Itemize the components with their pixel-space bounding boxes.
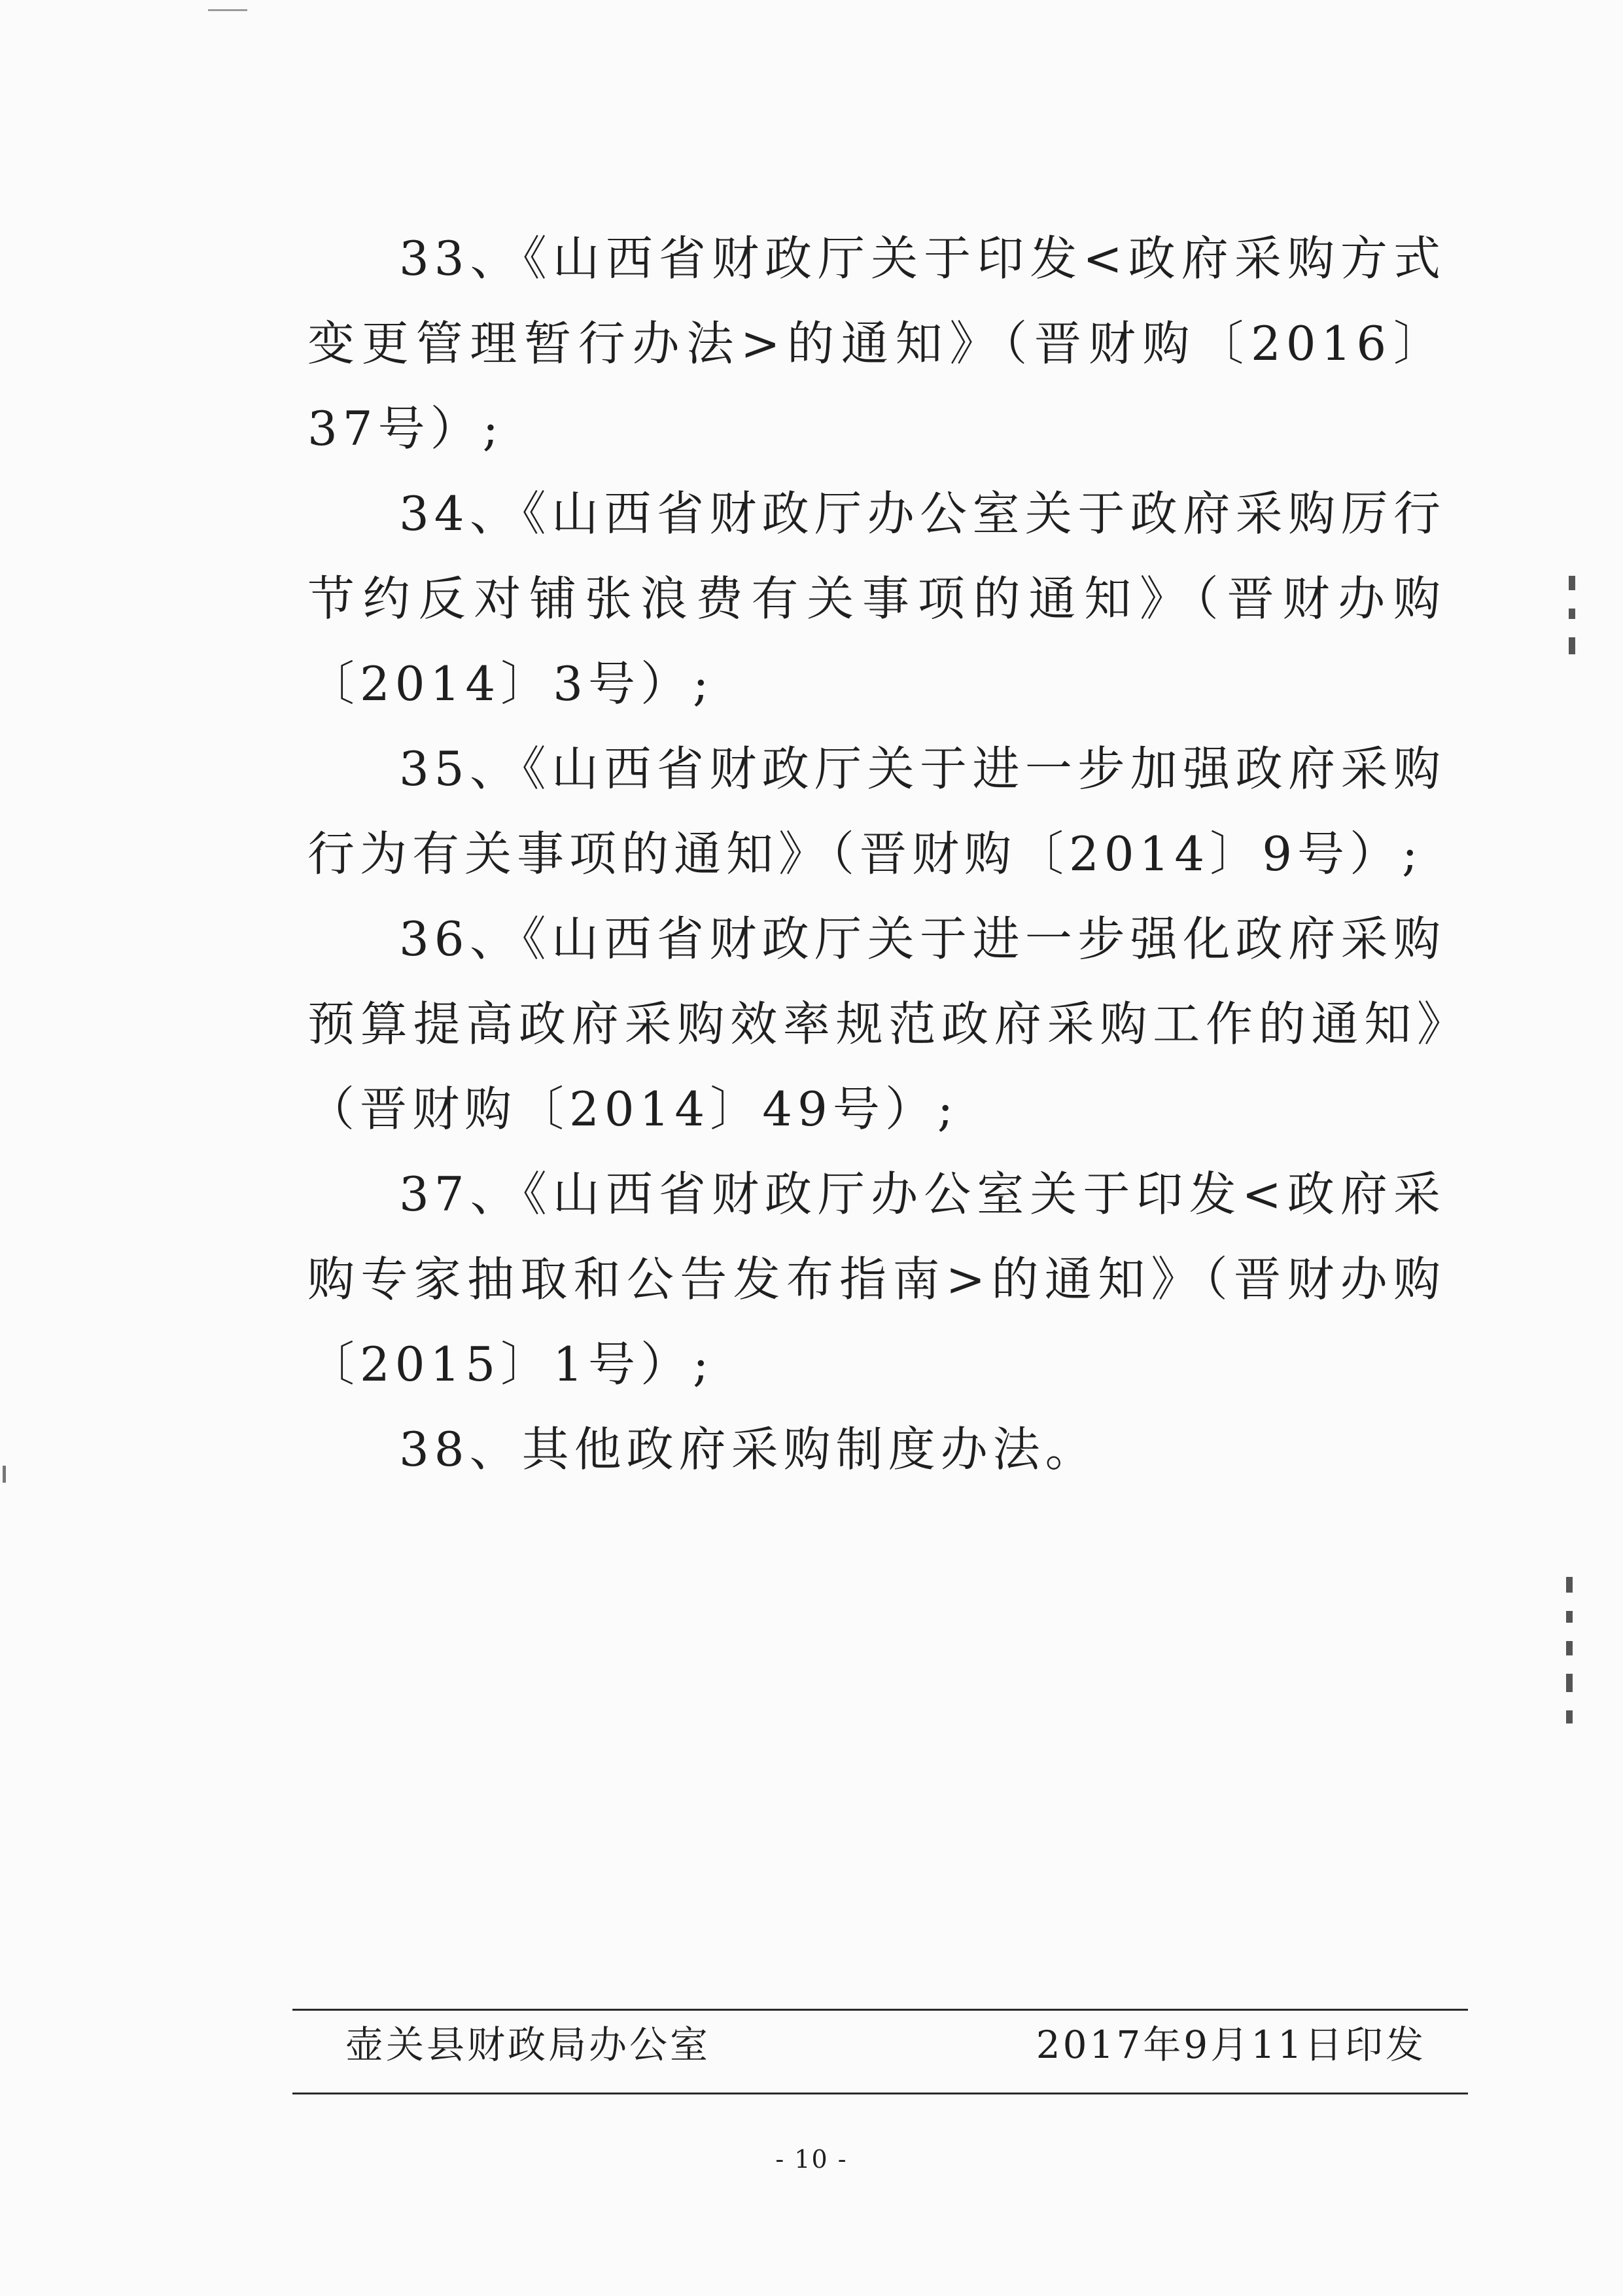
- issuing-office: 壶关县财政局办公室: [345, 2022, 711, 2067]
- list-item: 35、《山西省财政厅关于进一步加强政府采购行为有关事项的通知》（晋财购〔2014〕9号）;: [307, 741, 1446, 881]
- list-item: 33、《山西省财政厅关于印发<政府采购方式变更管理暂行办法>的通知》（晋财购〔2016〕37号）;: [307, 231, 1446, 456]
- list-item: 38、其他政府采购制度办法。: [399, 1422, 1098, 1477]
- binding-marks-lower: [1566, 1577, 1592, 1742]
- page-number: - 10 -: [775, 2145, 848, 2174]
- list-item: 36、《山西省财政厅关于进一步强化政府采购预算提高政府采购效率规范政府采购工作的通知》（晋财购〔2014〕49号）;: [307, 911, 1446, 1137]
- list-item: 34、《山西省财政厅办公室关于政府采购厉行节约反对铺张浪费有关事项的通知》（晋财办购〔2014〕3号）;: [307, 486, 1446, 711]
- print-date: 2017年9月11日印发: [1036, 2022, 1426, 2067]
- footer-rule-top: [292, 2009, 1468, 2011]
- scan-artifact-top: [208, 9, 247, 11]
- binding-marks-upper: [1569, 576, 1595, 673]
- footer-rule-bottom: [292, 2093, 1468, 2094]
- scan-artifact-left: [3, 1466, 6, 1483]
- regulation-list: [307, 216, 1446, 1492]
- list-item: 37、《山西省财政厅办公室关于印发<政府采购专家抽取和公告发布指南>的通知》（晋财办购〔2015〕1号）;: [307, 1167, 1446, 1392]
